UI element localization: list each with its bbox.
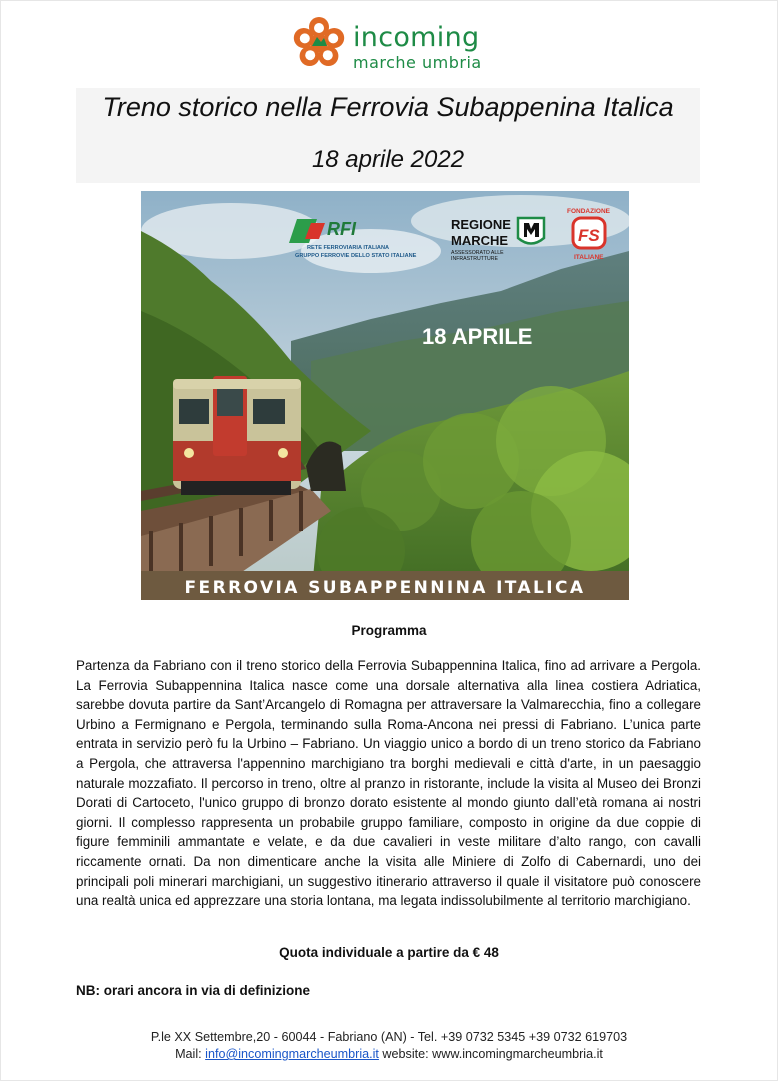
fondazione-label: FONDAZIONE — [567, 208, 610, 215]
brand-logo[interactable] — [290, 12, 490, 74]
logo-wordmark-region: marche umbria — [353, 53, 482, 72]
regione-sub2: INFRASTRUTTURE — [451, 256, 498, 262]
footer-contacts — [0, 1047, 778, 1061]
logo-wordmark-incoming: incoming — [353, 22, 480, 53]
event-date: 18 aprile 2022 — [311, 146, 465, 173]
poster-date-overlay: 18 APRILE — [422, 324, 533, 349]
train-illustration — [173, 376, 301, 495]
title-band — [76, 88, 700, 183]
regione-sub1: ASSESSORATO ALLE — [451, 250, 504, 256]
website-text: website: www.incomingmarcheumbria.it — [378, 1047, 603, 1061]
mail-label: Mail: — [175, 1047, 206, 1061]
price-line: Quota individuale a partire da € 48 — [279, 945, 499, 960]
rfi-subtitle-2: GRUPPO FERROVIE DELLO STATO ITALIANE — [295, 253, 417, 259]
program-description: Partenza da Fabriano con il treno storico della Ferrovia Subappennina Italica, fino ad arrivare a Pergola. La Ferrovia Subappennina Italica nasce come una dorsale alternativa alla linea costiera Adriatica, sarebbe dovuta partire da Sant’Arcangelo di Romagna per attraversare la Valmarecchia, fino a collegare Urbino a Fermignano e Pergola, terminando sulla Roma-Ancona nei pressi di Fabriano. L’unica parte entrata in servizio però fu la Urbino – Fabriano. Un viaggio unico a bordo di un treno storico da Fabriano a Pergola, che attraversa l'appennino marchigiano tra borghi medievali e città d'arte, in un paesaggio naturale mozzafiato. Il percorso in treno, oltre al pranzo in ristorante, include la visita al Museo dei Bronzi Dorati di Cartoceto, l'unico gruppo di bronzo dorato esistente al mondo giunto dall’età romana ai nostri giorni. Il complesso rappresenta un probabile gruppo familiare, composto in origine da due coppie di figure femminili ammantate e velate, e da due cavalieri in veste militare d’alto rango, con cavalli riccamente ornati. Da non dimenticare anche la visita alle Miniere di Zolfo di Cabernardi, uno dei principali poli minerari marchigiani, un suggestivo itinerario attraverso il quale il visitatore può conoscere una realtà unica ed apprezzare una storia lontana, ma legata indissolubilmente al territorio marchigiano. — [76, 658, 701, 909]
poster-banner-text: FERROVIA SUBAPPENNINA ITALICA — [184, 578, 586, 598]
rfi-subtitle-1: RETE FERROVIARIA ITALIANA — [307, 245, 390, 251]
rfi-name: RFI — [327, 219, 356, 239]
fs-mark: FS — [578, 226, 600, 245]
fs-italiane: ITALIANE — [574, 254, 604, 261]
page-title: Treno storico nella Ferrovia Subappenina Italica — [102, 92, 674, 122]
section-heading-programma: Programma — [351, 623, 427, 638]
regione-line1: REGIONE — [451, 217, 511, 232]
flower-logo-icon — [290, 14, 348, 72]
email-link[interactable]: info@incomingmarcheumbria.it — [205, 1047, 379, 1061]
regione-line2: MARCHE — [451, 233, 509, 248]
footer-address: P.le XX Settembre,20 - 60044 - Fabriano (AN) - Tel. +39 0732 5345 +39 0732 619703 — [150, 1030, 628, 1044]
poster-illustration — [141, 191, 629, 600]
schedule-note: NB: orari ancora in via di definizione — [76, 983, 311, 998]
poster-image — [141, 191, 629, 600]
